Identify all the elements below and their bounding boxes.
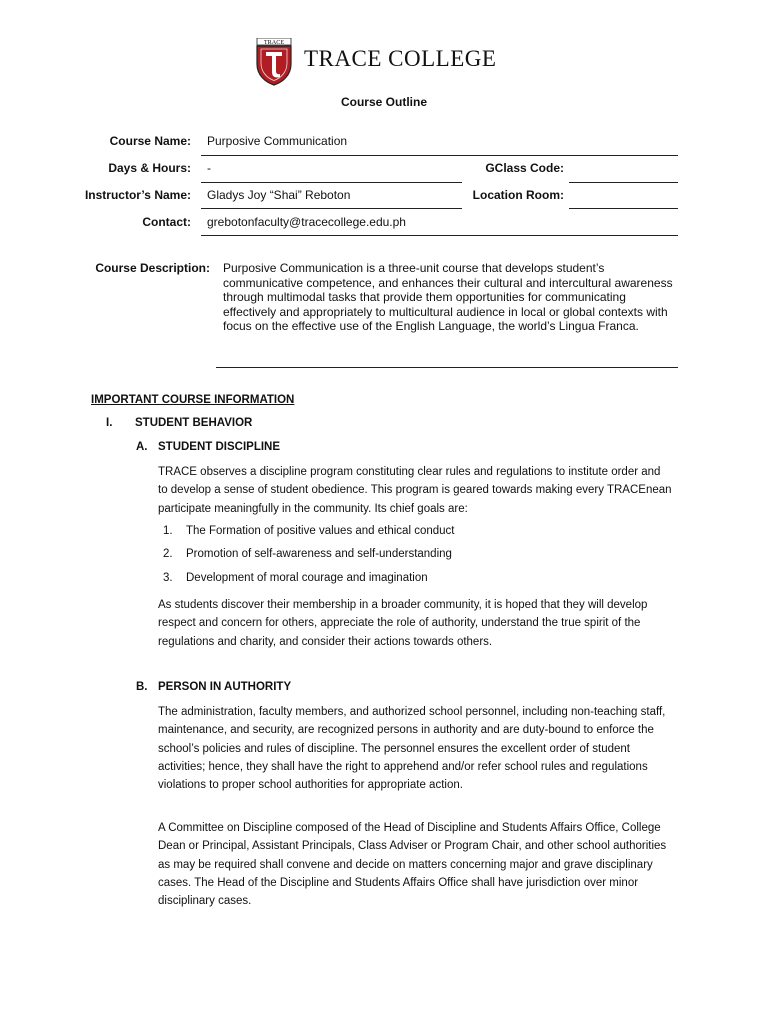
days-hours-label: Days & Hours: xyxy=(108,161,191,175)
course-name-label: Course Name: xyxy=(109,134,191,148)
subsection-a-letter: A. xyxy=(136,441,148,453)
subsection-b-title: PERSON IN AUTHORITY xyxy=(158,681,292,693)
instructor-label: Instructor’s Name: xyxy=(84,188,191,202)
subsection-a-title: STUDENT DISCIPLINE xyxy=(158,441,281,453)
authority-paragraph-2: A Committee on Discipline composed of the Head of Discipline and Students Affairs Office, College Dean or Principal, Assistant Principals, Class Adviser or Program Chair, and other school authorities as may be required shall convene and decide on matters concerning major and grave disciplinary cases. The Head of the Discipline and Students Affairs Office shall have jurisdiction over minor disciplinary cases. xyxy=(158,822,667,908)
discipline-closing-paragraph: As students discover their membership in a broader community, it is hoped that they will develop respect and concern for others, appreciate the role of authority, understand the true spirit of the regulations and charity, and consider their actions towards others. xyxy=(158,599,648,648)
contact-label: Contact: xyxy=(142,215,191,229)
course-description-label: Course Description: xyxy=(95,261,210,275)
instructor-line xyxy=(201,208,462,209)
discipline-intro-paragraph: TRACE observes a discipline program constituting clear rules and regulations to institute order and to develop a sense of student obedience. This program is geared towards making every TRACEnean participate meaningfully in the community. Its chief goals are: xyxy=(158,466,672,515)
goal-item: The Formation of positive values and ethical conduct xyxy=(186,525,455,537)
contact-line xyxy=(201,235,678,236)
course-name-value: Purposive Communication xyxy=(207,134,348,148)
course-description-line xyxy=(216,367,678,368)
goal-item: Development of moral courage and imagination xyxy=(186,572,428,584)
goal-number: 1. xyxy=(163,525,173,537)
location-room-label: Location Room: xyxy=(472,188,564,202)
shield-logo-icon xyxy=(250,38,298,86)
section-title: STUDENT BEHAVIOR xyxy=(135,417,253,429)
gclass-code-label: GClass Code: xyxy=(485,161,564,175)
course-description-text: Purposive Communication is a three-unit course that develops student’s communicative competence, and enhances their cultural and intercultural awareness through multimodal tasks that provide them opportunities for communicating effectively and appropriately to multicultural audience in local or global contexts with focus on the effective use of the English Language, the world’s Lingua Franca. xyxy=(223,261,673,334)
goal-number: 3. xyxy=(163,572,173,584)
days-hours-line xyxy=(201,182,462,183)
course-name-line xyxy=(201,155,678,156)
days-hours-value: - xyxy=(207,161,211,175)
subsection-b-letter: B. xyxy=(136,681,148,693)
instructor-value: Gladys Joy “Shai” Reboton xyxy=(207,188,351,202)
school-name: TRACE COLLEGE xyxy=(304,46,497,71)
contact-value: grebotonfaculty@tracecollege.edu.ph xyxy=(207,215,406,229)
document-title: Course Outline xyxy=(340,95,427,109)
gclass-code-line xyxy=(569,182,678,183)
goal-item: Promotion of self-awareness and self-understanding xyxy=(186,548,452,560)
goal-number: 2. xyxy=(163,548,173,560)
trace-logo xyxy=(250,38,298,86)
section-number: I. xyxy=(106,417,113,429)
important-info-heading: IMPORTANT COURSE INFORMATION xyxy=(91,394,295,406)
location-room-line xyxy=(569,208,678,209)
authority-paragraph-1: The administration, faculty members, and authorized school personnel, including non-teaching staff, maintenance, and security, are recognized persons in authority and are duty-bound to enforce the school’s policies and rules of discipline. The personnel ensures the excellent order of student activities; hence, they shall have the right to apprehend and/or refer school rules and regulations violations to proper school authorities for appropriate action. xyxy=(158,706,666,792)
logo-text: TRACE xyxy=(263,39,285,46)
